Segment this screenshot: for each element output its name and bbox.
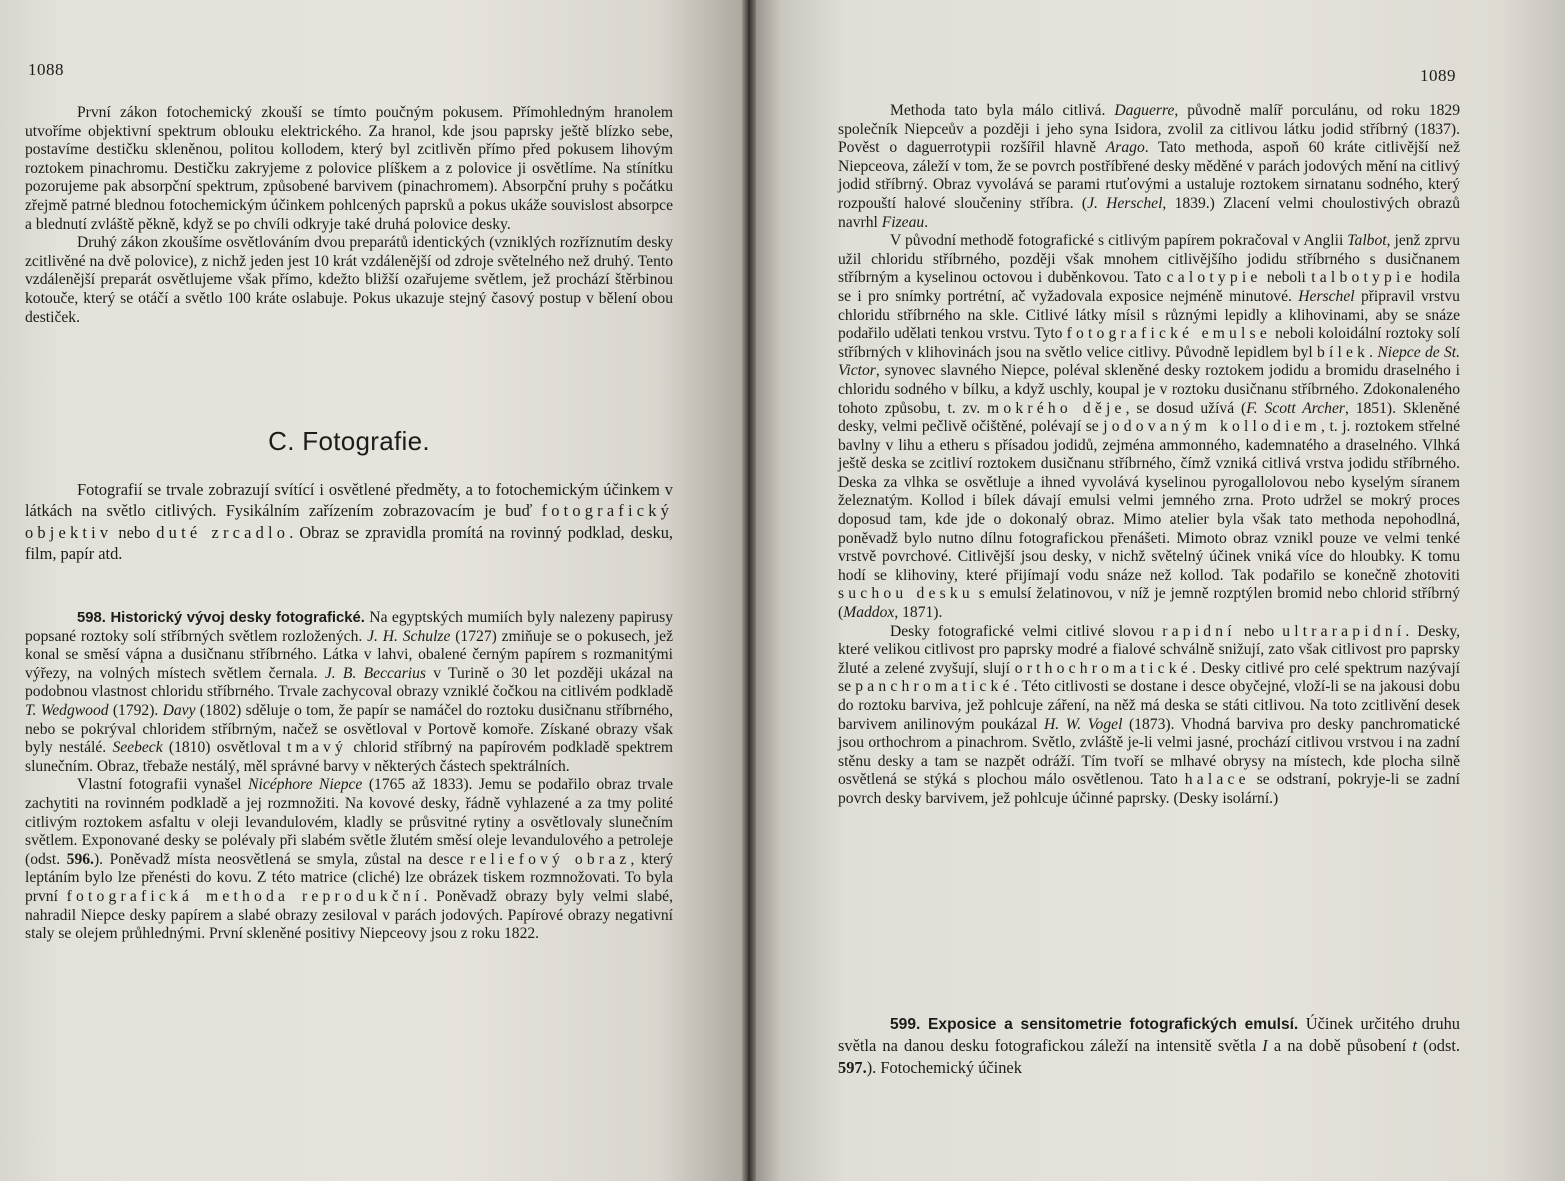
- paragraph: [838, 102, 1460, 232]
- text-run: neboli koloidální roztoky solí stříbrných v klihovinách jsou na světlo velice citlivy. Původně lepidlem byl: [838, 325, 1460, 361]
- text-run-sp: reliefový obraz: [470, 850, 631, 868]
- paragraph-598: [25, 609, 673, 776]
- text-run-it: J. H. Schulze: [367, 627, 451, 645]
- page-number: 1088: [28, 60, 64, 79]
- text-run-it: I: [1262, 1036, 1268, 1056]
- text-run: (1792).: [108, 701, 163, 719]
- text-run-it: t: [1412, 1036, 1417, 1056]
- text-run-it: J. B. Beccarius: [324, 664, 426, 682]
- text-run-sp: fotografická methoda reprodukční: [66, 887, 424, 905]
- text-run-it: Arago: [1105, 139, 1145, 157]
- text-block: [25, 609, 673, 944]
- section-intro: [25, 479, 673, 565]
- text-run-it: Maddox: [843, 604, 895, 622]
- text-run-it: Nicéphore Niepce: [248, 776, 363, 794]
- text-run-sp: panchromatické: [855, 678, 1014, 696]
- text-run-sp: suchou desku: [838, 585, 974, 603]
- text-run-it: Talbot: [1347, 232, 1387, 250]
- text-run: (1802) sděluje o tom, že papír se namáčel do roztoku dusičnanu stříbrného, nebo se pokrýval chloridem stříbrným, načež se osvětloval v Portově komoře. Získané obrazy však byly nestálé.: [25, 701, 673, 757]
- text-run-it: Daguerre: [1114, 102, 1175, 119]
- text-run-it: Davy: [162, 701, 196, 719]
- text-run: hodila se i pro snímky portrétní, ač vyžadovala exposice nejméně minutové.: [838, 269, 1460, 305]
- paragraph: [25, 776, 673, 943]
- text-run: v Turině o 30 let později ukázal na podobnou vlastnost chloridu stříbrného. Trvale zachycoval obrazy vzniklé čočkou na citlivém podkladě: [25, 664, 673, 701]
- text-run: a na době působení: [1267, 1036, 1413, 1056]
- text-run: Methoda tato byla málo citlivá.: [890, 102, 1115, 119]
- text-run-sp: halace: [1184, 771, 1250, 789]
- paragraph-599: [838, 1013, 1460, 1078]
- text-run-it: F. Scott Archer: [1246, 399, 1345, 417]
- text-run: .: [924, 213, 929, 231]
- text-run: (1873). Vhodná barviva pro desky panchromatické jsou orthochrom a pinachrom. Světlo, zvláště je-li velmi jasné, prochází citlivou vrstvou i na zadní stěnu desky a tam se nazpět odráží. Tím tvoří se mlhavé obrysy na místech, kde plocha silně osvětlená se stýká s plochou málo osvětlenou. Tato: [838, 715, 1460, 789]
- text-run-sp: duté zrcadlo: [156, 522, 290, 542]
- text-run: V původní methodě fotografické s citlivým papírem pokračoval v Anglii: [890, 232, 1348, 250]
- text-run: První zákon fotochemický zkouší se tímto poučným pokusem. Přímohledným hranolem utvoříme objektivní spektrum oblouku elektrického. Za hranol, kde jsou paprsky ještě blízko sebe, postavíme destičku skleněnou, politou kollodem, který byl zcitlivěn přímo před pokusem lihovým roztokem pinachromu. Destičku zakryjeme z polovice plíškem a z polovice ji osvětlíme. Na stínítku pozorujeme pak absorpční spektrum, způsobené barvivem (pinachromem). Absorpční pruhy s počátku zřejmě patrné blednou fotochemickým účinkem pohlcených paprsků a pokus ukáže souvislost absorpce a blednutí zvláště pěkně, když se po chvíli odkryje také druhá polovice desky.: [25, 104, 673, 233]
- paragraph: [25, 479, 673, 565]
- text-run: Druhý zákon zkoušíme osvětlováním dvou preparátů identických (vzniklých rozříznutím desky zcitlivěné na dvě polovice), z nichž jeden jest 10 krát vzdálenější od zdroje světelného než druhý. Tento vzdálenější preparát osvětlujeme však přímo, kdežto bližší ozařujeme světlem, jež prochází štěrbinou kotouče, který se otáčí a světlo 100 kráte oslabuje. Pokus ukazuje stejný časový postup v bělení obou destiček.: [25, 234, 673, 326]
- text-run: připravil vrstvu chloridu stříbrného na skle. Citlivé látky mísil s různými lepidly a klihovinami, aby se snáze podařilo udělati tenkou vrstvu. Tyto: [838, 287, 1460, 343]
- text-run: . Desky citlivé pro celé spektrum nazývají se: [838, 659, 1460, 696]
- text-run: se odstraní, pokryje-li se zadní povrch desky barvivem, jež pohlcuje účinné paprsky. (Desky isolární.): [838, 771, 1460, 807]
- text-run: . Poněvadž obrazy byly velmi slabé, nahradil Niepce desky papírem a slabé obrazy zesiloval v parách jodových. Papírové obrazy negativní staly se olejem průhlednými. První skleněné positivy Niepceovy jsou z roku 1822.: [25, 887, 673, 943]
- text-run: Účinek určitého druhu světla na danou desku fotografickou záleží na intensitě světla: [838, 1014, 1460, 1056]
- text-run-bn: 597.: [838, 1057, 867, 1077]
- text-run-sp: calotypie: [1166, 269, 1262, 287]
- text-run-sp: ultrarapidní: [1282, 622, 1406, 640]
- text-run: . Tato methoda, aspoň 60 kráte citlivější než Niepceova, záleží v tom, že se povrch postříbřené desky měděné v parách jodových mění na citlivý jodid stříbrný. Obraz vyvolává se parami rtuťovými a ustaluje roztokem sirnatanu sodného, který rozpouští halové sloučeniny stříbra. (: [838, 139, 1461, 212]
- text-run: (1765 až 1833). Jemu se podařilo obraz trvale zachytiti na rovinném podkladě a jej rozmnožiti. Na kovové desky, řádně vyhlazené a za tmy polité citlivým roztokem asfaltu v oleji levandulovém, kladly se průsvitné rytiny a osvětlovaly slunečním světlem. Exponované desky se polévaly při slabém světle žlutém směsí oleje levandulového a petroleje (odst.: [25, 776, 674, 868]
- text-run: , t. j. roztokem střelné bavlny v lihu a etheru s přísadou jodidů, zejména ammonného, kademnatého a draselného. Vlhká ještě deska se zcitliví roztokem dusičnanu stříbrného, čímž vzniká citlivá vrstva jodidu stříbrného. Deska za vlhka se osvětluje a ihned vyvolává kyselinou pyrogallolovou nebo kyselým síranem železnatým. Kollod i bílek dávají emulsi velmi jemného zrna. Proto udržel se mokrý proces doposud tam, kde jde o dokonalý obraz. Mimo atelier byla však tato methoda nepohodlná, poněvadž bylo nutno dílnu fotografickou přenášeti. Mimoto obraz vznikl pouze ve velmi tenké vrstvě povrchové. Citlivější jsou desky, v nichž světelný účinek vniká více do hloubky. K tomu hodí se klihoviny, které přijímají vodu snáze než kollod. Tak podařilo se konečně zhotoviti: [838, 418, 1460, 584]
- text-run: , 1851). Skleněné desky, velmi pečlivě očištěné, polévají se: [838, 399, 1461, 436]
- text-block: [838, 102, 1460, 809]
- text-run: , jenž zprvu užil chloridu stříbrného, později však mnohem citlivějšího jodidu stříbrného s dusičnanem stříbrným a kyselinou octovou i duběnkovou. Tato: [838, 232, 1460, 287]
- text-run: . Této citlivosti se dostane i desce obyčejné, vloží-li se na jakousi dobu do roztoku barviva, jež pohlcuje záření, na něž má deska se státi citlivou. Na toto zcitlivění desek barvivem anilinovým poukázal: [838, 678, 1460, 733]
- text-run: (1727) zmiňuje se o pokusech, jež konal se směsí vápna a dusičnanu stříbrného. Látka v lahvi, obalené černým papírem s rozmanitými výřezy, na volných místech světlem černala.: [25, 627, 673, 682]
- text-run-it: T. Wedgwood: [25, 701, 109, 719]
- text-run: .: [1369, 343, 1378, 361]
- page-number: 1089: [1420, 66, 1456, 85]
- text-run: (odst.: [1416, 1036, 1460, 1056]
- text-run-sp: bílek: [1316, 343, 1370, 361]
- text-run-bh: 599. Exposice a sensitometrie fotografických emulsí.: [890, 1016, 1299, 1033]
- text-run: , 1871).: [894, 604, 943, 622]
- text-run: nebo: [1235, 622, 1283, 640]
- text-run-sp: fotografický objektiv: [25, 501, 673, 542]
- text-run-sp: jodovaným kollodiem: [1103, 418, 1322, 436]
- text-run: , původně malíř porculánu, od roku 1829 společník Niepceův a později i jeho syna Isidora, zvolil za citlivou látku jodid stříbrný (1837). Pověst o daguerrotypii rozšířil hlavně: [838, 102, 1461, 157]
- text-run-it: H. W. Vogel: [1043, 715, 1123, 733]
- text-run: ). Fotochemický účinek: [866, 1057, 1022, 1077]
- text-run: s emulsí želatinovou, v níž je jemně rozptýlen bromid nebo chlorid stříbrný (: [838, 585, 1461, 622]
- text-run: . Desky, které velikou citlivost pro paprsky modré a fialové schválně snižují, zato však citlivost pro paprsky žluté a zelené zvyšují, slují: [838, 622, 1461, 677]
- paragraph: [838, 232, 1460, 622]
- text-run: Desky fotografické velmi citlivé slovou: [890, 622, 1163, 640]
- text-run: , 1839.) Zlacení velmi choulostivých obrazů navrhl: [838, 194, 1460, 231]
- text-run: , synovec slavného Niepce, poléval skleněné desky roztokem jodidu a bromidu draselného i chloridu sodného v bílku, a když uschly, koupal je v roztoku dusičnanu stříbrného. Zdokonaleného tohoto způsobu, t. zv.: [838, 362, 1460, 417]
- text-run-sp: orthochromatické: [1014, 659, 1192, 677]
- text-block: [25, 104, 673, 327]
- paragraph: [25, 234, 673, 327]
- text-run: , se dosud užívá (: [1125, 399, 1247, 417]
- text-run-it: Fizeau: [881, 213, 925, 231]
- right-page: [748, 0, 1565, 1181]
- text-block: [838, 1013, 1460, 1078]
- paragraph: [838, 623, 1460, 809]
- text-run-sp: fotografické emulse: [1066, 325, 1271, 343]
- text-run: ). Poněvadž místa neosvětlená se smyla, zůstal na desce: [93, 850, 471, 868]
- text-run-sp: rapidní: [1162, 622, 1236, 640]
- text-run-bn: 596.: [66, 850, 94, 868]
- book-gutter: [742, 0, 756, 1181]
- text-run: (1810) osvětloval: [162, 739, 288, 757]
- text-run-sp: tmavý: [287, 739, 348, 757]
- text-run-it: Herschel: [1298, 287, 1355, 305]
- paragraph: [25, 104, 673, 234]
- text-run-sp: mokrého děje: [987, 399, 1126, 417]
- text-run-it: Seebeck: [112, 739, 163, 757]
- text-run: Vlastní fotografii vynašel: [77, 776, 249, 794]
- text-run: Fotografií se trvale zobrazují svítící i osvětlené předměty, a to fotochemickým účinkem v látkách na světlo citlivých. Fysikálním zařízením zobrazovacím je buď: [25, 480, 673, 521]
- text-run: Na egyptských mumiích byly nalezeny papirusy popsané roztoky solí stříbrných světlem rozložených.: [25, 609, 673, 645]
- text-run: neboli: [1261, 269, 1312, 287]
- text-run-it: J. Herschel: [1087, 194, 1163, 212]
- text-run: . Obraz se zpravidla promítá na rovinný podklad, desku, film, papír atd.: [25, 522, 673, 564]
- text-run: , který leptáním bylo lze přenésti do kovu. Z této matrice (cliché) lze obrázek tiskem rozmnožovati. To byla první: [25, 850, 674, 905]
- left-page: [0, 0, 748, 1181]
- text-run-it: Niepce de St. Victor: [838, 343, 1461, 380]
- text-run: nebo: [112, 522, 157, 542]
- text-run: chlorid stříbrný na papírovém podkladě spektrem slunečním. Obraz, třebaže nestálý, měl správné barvy v některých částech spektrálních.: [25, 739, 673, 775]
- text-run-sp: talbotypie: [1311, 269, 1416, 287]
- section-title: C. Fotografie.: [268, 426, 430, 456]
- text-run-bh: 598. Historický vývoj desky fotografické.: [77, 610, 365, 626]
